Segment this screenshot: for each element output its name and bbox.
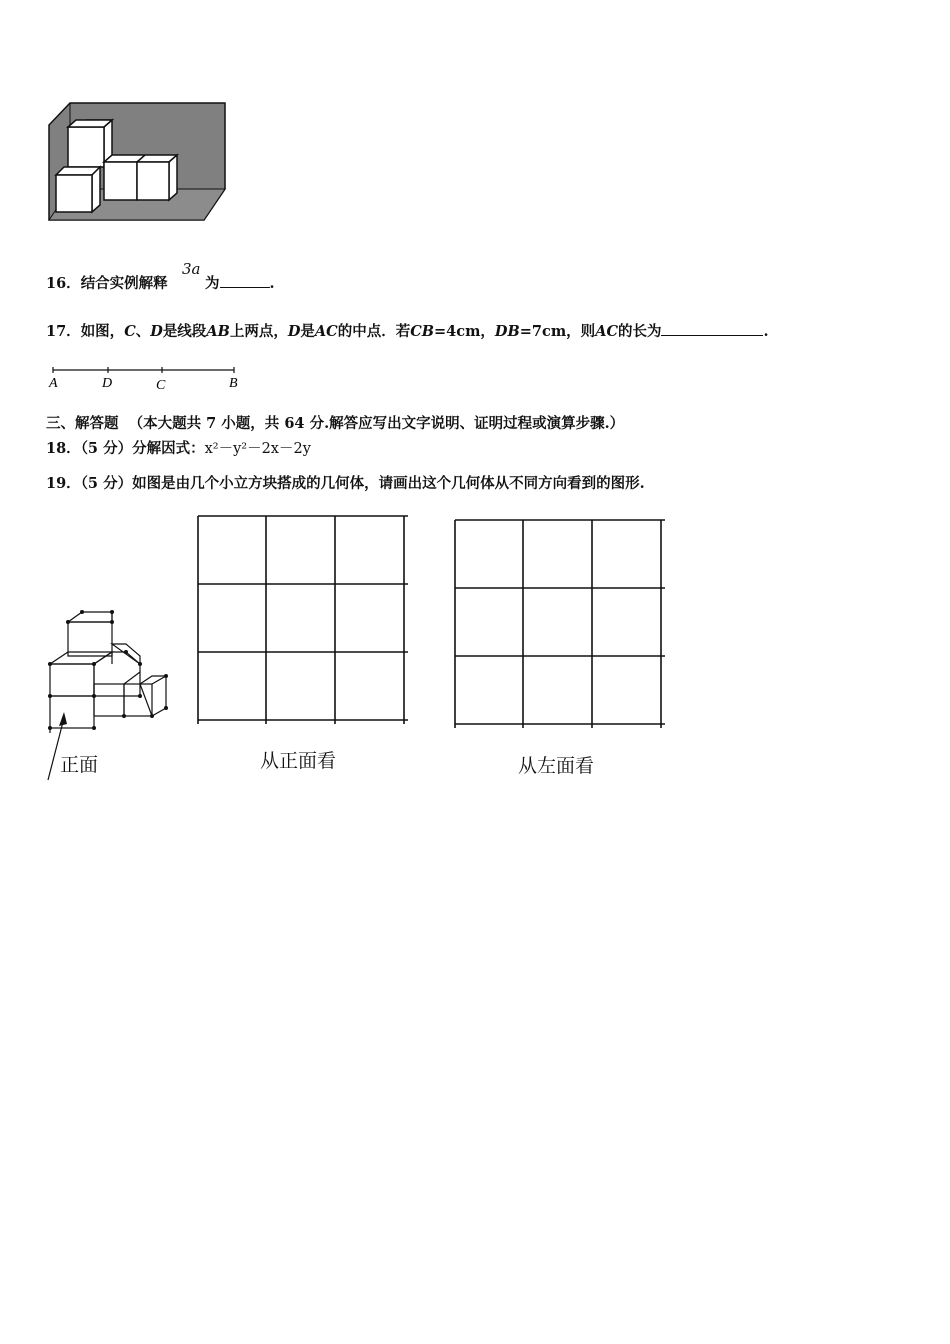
question-19 xyxy=(46,472,645,493)
text-segment: 是 xyxy=(300,323,315,340)
point-d-label: D xyxy=(102,376,113,391)
var-ac: AC xyxy=(595,323,618,340)
var-d: D xyxy=(287,323,301,340)
point-c-label: C xyxy=(156,378,166,393)
var-cb: CB xyxy=(410,323,434,340)
var-c: C xyxy=(124,323,136,340)
answer-blank[interactable] xyxy=(220,275,270,288)
period: . xyxy=(763,323,769,340)
arrow-head xyxy=(59,712,67,726)
section-note: （本大题共 7 小题，共 64 分.解答应写出文字说明、证明过程或演算步骤.） xyxy=(128,415,625,432)
question-number: 18． xyxy=(46,440,81,457)
text-segment: 的长为 xyxy=(617,323,662,340)
answer-blank[interactable] xyxy=(661,323,763,336)
question-text-suffix: 为 xyxy=(205,275,220,292)
text-segment: 上两点， xyxy=(229,323,288,340)
formula: x²－y²－2x－2y xyxy=(204,441,311,457)
question-16 xyxy=(46,272,168,293)
question-number: 17． xyxy=(46,323,81,340)
question-score: （5 分） xyxy=(80,475,133,492)
question-text: 结合实例解释 xyxy=(80,275,168,292)
question-16-tail xyxy=(205,272,275,293)
question-score: （5 分） xyxy=(80,440,133,457)
text-segment: 、 xyxy=(135,323,151,340)
question-18 xyxy=(46,437,311,458)
left-view-grid[interactable] xyxy=(451,516,667,730)
var-ab: AB xyxy=(206,323,230,340)
var-d: D xyxy=(150,323,163,340)
cube-corner-figure xyxy=(44,100,230,225)
period: . xyxy=(269,275,275,292)
text-segment: 如图， xyxy=(80,323,125,340)
segment-figure xyxy=(44,362,249,394)
question-17 xyxy=(46,320,769,341)
text-segment: =7cm，则 xyxy=(519,323,596,340)
var-ac: AC xyxy=(314,323,338,340)
left-view-caption: 从左面看 xyxy=(518,755,595,777)
point-a-label: A xyxy=(49,376,58,391)
section-title: 三、解答题 xyxy=(46,415,119,432)
math-expression: 3a xyxy=(182,260,201,278)
front-view-caption: 从正面看 xyxy=(260,750,337,772)
front-label: 正面 xyxy=(60,754,99,776)
var-db: DB xyxy=(494,323,520,340)
cube-row-back xyxy=(104,155,177,200)
text-segment: =4cm， xyxy=(434,323,495,340)
point-b-label: B xyxy=(229,376,238,391)
text-segment: 是线段 xyxy=(162,323,207,340)
cube-front xyxy=(56,167,100,212)
question-number: 16． xyxy=(46,275,81,292)
text-segment: 的中点．若 xyxy=(337,323,411,340)
section-3-heading xyxy=(46,412,624,433)
question-number: 19． xyxy=(46,475,81,492)
front-view-grid[interactable] xyxy=(194,512,410,726)
question-text: 如图是由几个小立方块搭成的几何体，请画出这个几何体从不同方向看到的图形. xyxy=(132,475,645,492)
question-text: 分解因式： xyxy=(132,440,205,457)
